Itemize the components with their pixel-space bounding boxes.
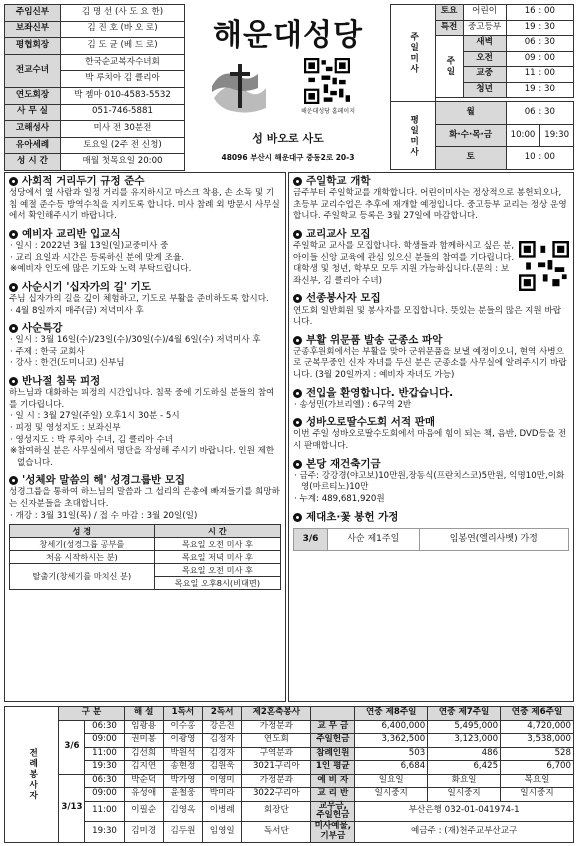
- parish-address: 48096 부산시 해운대구 중동2로 20-3: [221, 153, 355, 162]
- parish-info-table: [4, 4, 185, 171]
- info-label: 연도회장: [5, 87, 61, 104]
- notice-bible-group: [9, 474, 281, 590]
- notice-body: 주일학교 교사를 모집합니다. 학생들과 함께하시고 싶은 분, 아이들 신앙 교육에 관심 있으신 분들의 참여를 기다립니다. 대학생 및 청년, 학부모 모두 지원 가능하십니다.(문의 : 보좌신부, 김 클리아 수녀): [293, 241, 515, 286]
- list-item: · 금주: 강강경(야고보)10만원,장동식(프란치스코)5만원, 익명10만,이화영(마르티노)10만: [294, 470, 565, 493]
- notice-silent-retreat: [9, 375, 281, 469]
- bullet-icon: [293, 177, 302, 186]
- mass-time: 11 : 00: [506, 67, 573, 83]
- table-header: 연중 제6주일: [501, 707, 574, 721]
- list-item: · 교리 요일과 시간은 등록하신 분에 맞게 조율.: [10, 252, 185, 263]
- mass-time: 10 : 00: [506, 147, 573, 170]
- bullet-icon: [293, 230, 302, 239]
- bullet-icon: [293, 294, 302, 303]
- table-cell: 강은진: [203, 720, 242, 734]
- table-cell: 일시중지: [501, 788, 574, 802]
- list-item: · 일 시 : 3월 27일(주일) 오후1시 30분 - 5시: [10, 411, 180, 422]
- info-value: 박 루치아 김 클리아: [61, 71, 185, 88]
- list-item: ※예비자 인도에 많은 기도와 노력 부탁드립니다.: [10, 264, 192, 275]
- table-cell: 목요일: [501, 774, 574, 788]
- bullet-icon: [293, 389, 302, 398]
- account-label: 교무금, 주일헌금: [311, 801, 355, 822]
- notice-catechumen: [9, 228, 281, 276]
- notice-title: 성바오로딸수도회 서적 판매: [306, 416, 436, 429]
- mass-time: 19 : 30: [506, 82, 573, 98]
- mass-time: 19:30: [540, 124, 574, 146]
- table-row: [5, 788, 574, 802]
- week-date: 3/13: [59, 774, 85, 843]
- info-value: 한국순교복자수녀회: [61, 54, 185, 71]
- table-cell: 일시중지: [355, 788, 428, 802]
- table-cell: 창세기(성경그룹 공부를: [10, 538, 155, 551]
- info-label: 성 시 간: [5, 154, 61, 171]
- notice-body: 금주부터 주일학교를 개학합니다. 어린이미사는 정상적으로 봉헌되오나, 초등부 교리수업은 추후에 재개할 예정입니다. 중고등부 교리는 정상 운영합니다. 주일학교 등록은 3월 27일에 마감합니다.: [293, 188, 567, 222]
- table-cell: 06:30: [85, 774, 124, 788]
- table-cell: 5,495,000: [428, 720, 501, 734]
- table-cell: 김원욱: [203, 761, 242, 775]
- notice-title: 제대초·꽃 봉헌 가정: [306, 510, 399, 523]
- account-label: 미사예물, 기부금: [311, 822, 355, 843]
- info-value: 김 진 호 (바 오 로): [61, 21, 185, 38]
- table-row: [5, 761, 574, 775]
- table-cell: 3,123,000: [428, 734, 501, 748]
- table-cell: 가정분과: [242, 720, 311, 734]
- table-cell: 주일헌금: [311, 734, 355, 748]
- table-cell: 503: [355, 747, 428, 761]
- parish-logo-icon: [208, 58, 270, 120]
- notice-title: 본당 재건축기금: [306, 457, 381, 470]
- table-cell: 11:00: [85, 747, 124, 761]
- table-cell: 3,538,000: [501, 734, 574, 748]
- account-holder: 예금주 : (재)천주교부산교구: [355, 822, 574, 843]
- notice-body: 하느님과 대화하는 피정의 시간입니다. 침묵 중에 기도하실 분들의 참여를 기다립니다.: [9, 388, 275, 410]
- table-cell: 화요일: [428, 774, 501, 788]
- mass-name: 화·수·목·금: [435, 124, 506, 146]
- saturday-label: 토요: [435, 5, 463, 21]
- liturgy-and-finance-table: [4, 706, 574, 843]
- table-cell: 임영일: [203, 822, 242, 843]
- patron-saint: 성 바오로 사도: [252, 132, 324, 145]
- notice-way-of-cross: [9, 281, 281, 317]
- table-cell: 김미경: [124, 822, 163, 843]
- table-cell: 일요일: [355, 774, 428, 788]
- notice-body: 주님 십자가의 길을 깊이 체험하고, 기도로 부활을 준비하도록 합시다.: [9, 293, 269, 304]
- table-cell: 6,684: [355, 761, 428, 775]
- table-cell: 박원석: [163, 747, 202, 761]
- table-cell: 김선희: [124, 747, 163, 761]
- table-cell: 탈출기(창세기를 마치신 분): [10, 564, 155, 590]
- table-cell: 이필순: [124, 801, 163, 822]
- table-cell: 3,362,500: [355, 734, 428, 748]
- info-value: 매월 첫목요일 20:00: [61, 154, 185, 171]
- table-cell: 박미라: [203, 788, 242, 802]
- table-cell: 참례인원: [311, 747, 355, 761]
- table-header: 1독서: [163, 707, 202, 721]
- table-cell: 교 무 금: [311, 720, 355, 734]
- table-row: [5, 801, 574, 822]
- notice-title: 반나절 침묵 피정: [22, 375, 101, 388]
- parish-brand: [188, 4, 388, 170]
- table-cell: 김경자: [203, 747, 242, 761]
- liturgy-volunteers-label: 전례봉사자: [5, 707, 59, 843]
- info-value: 김 명 선 (사 도 요 한): [61, 5, 185, 22]
- list-item: · 개강 : 3월 31일(목) / 접 수 마감 : 3월 20일(일): [10, 510, 198, 521]
- list-item: · 주제 : 한국 교회사: [10, 346, 85, 357]
- table-cell: 박순덕: [124, 774, 163, 788]
- notice-lent-lecture: [9, 322, 281, 370]
- table-cell: 19:30: [85, 822, 124, 843]
- table-cell: 윤철웅: [163, 788, 202, 802]
- info-value: 미사 전 30분전: [61, 121, 185, 138]
- notice-title: 사순특강: [22, 322, 63, 335]
- table-cell: 일시중지: [428, 788, 501, 802]
- notice-book-sale: [293, 416, 569, 452]
- table-cell: 송현정: [163, 761, 202, 775]
- application-qr-code[interactable]: [519, 241, 569, 291]
- table-row: [5, 822, 574, 843]
- list-item: · 강사 : 한건(도미니코) 신부님: [10, 358, 125, 369]
- table-cell: 6,425: [428, 761, 501, 775]
- bullet-icon: [9, 324, 18, 333]
- table-header: 연중 제8주일: [355, 707, 428, 721]
- bullet-icon: [293, 460, 302, 469]
- notice-body: 이번 주일 성바오로딸수도회에서 마음에 힘이 되는 책, 음반, DVD등을 전시 판매합니다.: [293, 429, 567, 452]
- table-cell: 사순 제1주일: [328, 528, 420, 550]
- table-cell: 박가영: [163, 774, 202, 788]
- info-value: 토요일 (2주 전 신청): [61, 137, 185, 154]
- sunday-mass-label: 주일미사: [391, 5, 436, 102]
- table-cell: 권미봉: [124, 734, 163, 748]
- right-notices-column: [288, 172, 574, 702]
- table-cell: 06:30: [85, 720, 124, 734]
- table-row: [5, 734, 574, 748]
- mass-schedule-table: [390, 4, 574, 170]
- table-cell: 3021구리아: [242, 761, 311, 775]
- table-cell: 회장단: [242, 801, 311, 822]
- notice-body: 군종후원회에서는 부활을 맞아 군위문품을 보낼 예정이오니, 현역 사병으로 군복무중인 신자 자녀를 두신 분은 군종소를 사무실에 알려주시기 바랍니다. (3월 20일까지 : 예비자 자녀도 가능): [293, 346, 567, 381]
- info-label: 평협회장: [5, 38, 61, 55]
- notice-altar-flowers: [293, 511, 569, 551]
- altar-flower-table: [293, 528, 569, 551]
- notice-rebuild-fund: [293, 458, 569, 506]
- mass-name: 중고등부: [463, 20, 506, 36]
- mass-name: 교중: [463, 67, 506, 83]
- week-date: 3/6: [59, 720, 85, 774]
- notice-title: 선종봉사자 모집: [306, 292, 381, 305]
- info-label: 고해성사: [5, 121, 61, 138]
- mass-time: 16 : 00: [506, 5, 573, 21]
- table-row: [5, 747, 574, 761]
- notice-title: 전입을 환영합니다. 반갑습니다.: [306, 386, 454, 399]
- table-cell: 이광영: [163, 734, 202, 748]
- table-cell: 김정자: [203, 734, 242, 748]
- table-cell: 김두원: [163, 822, 202, 843]
- info-label: 사 무 실: [5, 104, 61, 121]
- homepage-qr-code[interactable]: [304, 58, 350, 104]
- list-item: ※참여하실 분은 사무실에서 명단을 작성해 주시기 바랍니다. 인원 제한 없습니다.: [10, 446, 275, 468]
- table-cell: 목요일 저녁 미사 후: [154, 551, 280, 564]
- table-cell: 구역분과: [242, 747, 311, 761]
- parish-title: 해운대성당: [213, 18, 363, 53]
- table-cell: 교 리 반: [311, 788, 355, 802]
- mass-name: 청년: [463, 82, 506, 98]
- table-cell: 가정분과: [242, 774, 311, 788]
- notice-body: 성경그룹을 통하여 하느님의 말씀과 그 섭리의 은총에 빠져들기를 희망하는 신자분들을 초대합니다.: [9, 487, 280, 510]
- list-item: · 일시 : 3월 16일(수)/23일(수)/30일(수)/4월 6일(수) 저녁미사 후: [10, 335, 261, 346]
- mass-time: 09 : 00: [506, 51, 573, 67]
- table-cell: 1인 평균: [311, 761, 355, 775]
- list-item: · 누계: 489,681,920원: [294, 493, 385, 504]
- table-cell: 09:00: [85, 734, 124, 748]
- table-cell: 목요일 오전 미사 후: [154, 564, 280, 577]
- bible-group-table: [9, 524, 281, 590]
- table-header: 제2혼축봉사: [242, 707, 311, 721]
- table-cell: 486: [428, 747, 501, 761]
- table-cell: 19:30: [85, 761, 124, 775]
- notice-title: 사회적 거리두기 규정 준수: [22, 175, 145, 187]
- bank-account: 부산은행 032-01-041974-1: [355, 801, 574, 822]
- bullet-icon: [9, 230, 18, 239]
- notice-title: 예비자 교리반 입교식: [22, 227, 121, 240]
- mass-name: 어린이: [463, 5, 506, 21]
- table-header: [311, 707, 355, 721]
- left-notices-column: [4, 172, 286, 702]
- notice-welcome: [293, 387, 569, 412]
- bullet-icon: [9, 476, 18, 485]
- table-header: 구 분: [59, 707, 124, 721]
- table-header: 해 설: [124, 707, 163, 721]
- info-label: 보좌신부: [5, 21, 61, 38]
- table-cell: 4,720,000: [501, 720, 574, 734]
- mass-time: 10:00: [506, 124, 540, 146]
- notice-title: 교리교사 모집: [306, 227, 371, 240]
- notice-sunday-school: [293, 175, 569, 223]
- mass-time: 06 : 30: [506, 36, 573, 52]
- list-item: · 송성민(가브리엘) : 6구역 2반: [294, 399, 412, 410]
- table-cell: 이병례: [203, 801, 242, 822]
- table-cell: 이영미: [203, 774, 242, 788]
- info-value: 김 도 균 (베 드 로): [61, 38, 185, 55]
- list-item: · 일시 : 2022년 3월 13일(일)교중미사 중: [10, 241, 169, 252]
- mass-time: 06 : 30: [506, 102, 573, 124]
- table-cell: 예 비 자: [311, 774, 355, 788]
- table-header: 연중 제7주일: [428, 707, 501, 721]
- bullet-icon: [9, 283, 18, 292]
- table-header: 2독서: [203, 707, 242, 721]
- list-item: · 피정 및 영성지도 : 보좌신부: [10, 422, 121, 433]
- bullet-icon: [293, 418, 302, 427]
- table-cell: 독서단: [242, 822, 311, 843]
- notice-military-gifts: [293, 334, 569, 382]
- table-cell: 김영옥: [163, 801, 202, 822]
- table-cell: 연도회: [242, 734, 311, 748]
- special-label: 특전: [435, 20, 463, 36]
- table-cell: 09:00: [85, 788, 124, 802]
- table-cell: 3022구리아: [242, 788, 311, 802]
- notice-body: 성당에서 옆 사람과 일정 거리를 유지하시고 마스크 착용, 손 소독 및 기침 예절 준수등 방역수칙을 지키도록 합니다. 미사 참례 외 방문시 사무실에서 확인해주시기 바랍니다.: [9, 188, 280, 222]
- mass-name: 새벽: [463, 36, 506, 52]
- notice-funeral-volunteers: [293, 292, 569, 328]
- table-cell: 임광용: [124, 720, 163, 734]
- mass-name: 오전: [463, 51, 506, 67]
- table-cell: 528: [501, 747, 574, 761]
- qr-caption: 해운대성당 홈페이지: [300, 108, 356, 115]
- table-header: 시 간: [154, 525, 280, 538]
- table-cell: 6,400,000: [355, 720, 428, 734]
- info-value: 박 젬마 010-4583-5532: [61, 87, 185, 104]
- notice-title: '성체와 말씀의 해' 성경그룹반 모집: [22, 474, 186, 487]
- info-label: 유아세례: [5, 137, 61, 154]
- list-item: · 4월 8일까지 매주(금) 저녁미사 후: [10, 305, 144, 316]
- weekday-mass-label: 평일미사: [391, 102, 436, 170]
- table-header: 성 경: [10, 525, 155, 538]
- info-label: 주임신부: [5, 5, 61, 22]
- notice-title: 주일학교 개학: [306, 175, 371, 187]
- table-cell: 유성애: [124, 788, 163, 802]
- table-cell: 김지연: [124, 761, 163, 775]
- notice-teacher-recruit: [293, 228, 569, 288]
- notice-distancing: [9, 175, 281, 223]
- notice-title: 부활 위문품 발송 군종소 파악: [306, 333, 443, 346]
- info-label: 전교수녀: [5, 54, 61, 87]
- sunday-label: 주일: [435, 36, 463, 98]
- table-cell: 6,700: [501, 761, 574, 775]
- bullet-icon: [9, 177, 18, 186]
- mass-time: 19 : 30: [506, 20, 573, 36]
- table-row: [5, 720, 574, 734]
- bullet-icon: [9, 377, 18, 386]
- info-value: 051-746-5881: [61, 104, 185, 121]
- mass-name: 토: [435, 147, 506, 170]
- bullet-icon: [293, 336, 302, 345]
- table-cell: 3/6: [294, 528, 328, 550]
- table-cell: 11:00: [85, 801, 124, 822]
- table-cell: 이수홍: [163, 720, 202, 734]
- mass-name: 월: [435, 102, 506, 124]
- bullet-icon: [293, 513, 302, 522]
- notice-body: 연도회 일반회원 및 봉사자를 모집합니다. 뜻있는 분들의 많은 지원 바랍니다.: [293, 305, 562, 328]
- table-cell: 임봉연(엘리사벳) 가정: [419, 528, 568, 550]
- table-cell: 목요일 오전 미사 후: [154, 538, 280, 551]
- list-item: · 영성지도 : 박 루치아 수녀, 김 클리아 수녀: [10, 434, 174, 445]
- notice-title: 사순시기 '십자가의 길' 기도: [22, 280, 151, 293]
- table-row: [5, 774, 574, 788]
- table-cell: 처음 시작하시는 분): [10, 551, 155, 564]
- table-cell: 목요일 오후8시(비대면): [154, 577, 280, 590]
